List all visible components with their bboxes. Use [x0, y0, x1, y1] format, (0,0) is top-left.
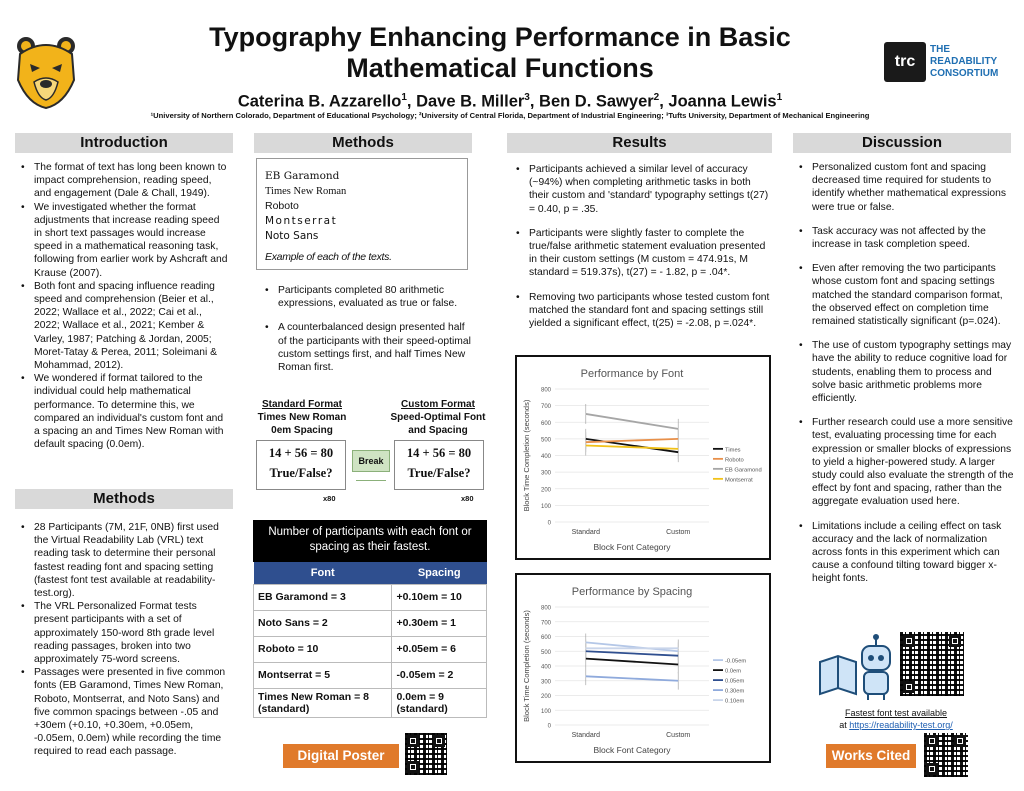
x-axis-label: Block Font Category	[593, 745, 671, 755]
y-tick-label: 400	[540, 454, 551, 460]
qr-code-icon[interactable]	[405, 733, 447, 775]
font-example: Montserrat	[265, 215, 338, 227]
list-item: • The format of text has long been known to impact comprehension, reading speed, and engagement (Dale & Chall, 1949).	[18, 161, 230, 201]
discussion-heading: Discussion	[793, 133, 1011, 153]
equation: 14 + 56 = 80	[406, 446, 472, 460]
chart-title: Performance by Spacing	[571, 586, 693, 598]
font-examples-box	[256, 158, 468, 270]
list-item: • The VRL Personalized Format tests present participants with a set of approximately 150-word 8th grade level reading passages, broken into two approximately 75-word screens.	[18, 600, 230, 666]
font-example: EB Garamond	[265, 170, 340, 182]
table-header: Font	[254, 562, 392, 584]
y-tick-label: 200	[540, 487, 551, 494]
readability-consortium-logo	[884, 42, 1019, 90]
logo-line: CONSORTIUM	[930, 68, 999, 79]
break-box: Break	[352, 450, 390, 472]
list-item: • Further research could use a more sensitive test, evaluating processing time for each expression or smaller blocks of expressions to yield a higher-powered study. A larger study could also evaluate the strength of the effect by font and spacing, rather than the aggregate evaluation used here.	[796, 416, 1016, 508]
font-example: Noto Sans	[265, 230, 319, 242]
fastest-settings-table	[253, 562, 487, 718]
y-tick-label: 700	[540, 620, 551, 627]
table-title: Number of participants with each font or spacing as their fastest.	[253, 520, 487, 562]
list-item: • A counterbalanced design presented half of the participants with their speed-optimal custom settings first, and half Times New Roman first.	[262, 321, 474, 374]
custom-format-heading: Custom Format Speed-Optimal Font and Spacing	[390, 399, 486, 436]
x-tick-label: Standard	[571, 529, 601, 536]
legend-label: -0.05em	[725, 658, 747, 665]
series-line	[586, 659, 678, 665]
y-tick-label: 400	[540, 664, 551, 671]
y-tick-label: 300	[540, 679, 551, 686]
y-tick-label: 0	[547, 723, 551, 730]
font-caption: Example of each of the texts.	[265, 251, 392, 263]
equation: 14 + 56 = 80	[268, 446, 334, 460]
list-item: • Limitations include a ceiling effect on task accuracy and the lack of normalization across fonts in this experiment which can cause a confound tilting toward bigger x-height fonts.	[796, 520, 1016, 586]
y-tick-label: 500	[540, 649, 551, 656]
list-item: • Participants achieved a similar level of accuracy (~94%) when completing arithmetic tasks in both their custom and 'standard' typography settings t(27) = 0.40, p = .35.	[513, 163, 771, 216]
discussion-list	[796, 161, 1016, 597]
table-row: Noto Sans = 2 +0.30em = 1	[254, 610, 487, 636]
font-chart-frame	[515, 355, 771, 560]
legend-label: 0.30em	[725, 688, 745, 695]
true-false-prompt: True/False?	[269, 466, 333, 480]
list-item: • We wondered if format tailored to the individual could help mathematical performance. To determine this, we compared an individual's custom font and a spacing an and Times New Roman with default spacing (0.0em).	[18, 372, 230, 451]
performance-by-spacing-chart	[517, 575, 769, 761]
y-tick-label: 300	[540, 470, 551, 477]
series-line	[586, 651, 678, 655]
list-item: • Even after removing the two participants whose custom font and spacing settings matched the standard comparison format, the observed effect on completion time remained statistically significant (p=.024).	[796, 262, 1016, 328]
legend-label: 0.10em	[725, 698, 745, 705]
y-axis-label: Block Time Completion (seconds)	[522, 610, 531, 722]
list-item: • The use of custom typography settings may have the ability to reduce cognitive load for students, enabling them to process and solve basic arithmetic problems more efficiently.	[796, 339, 1016, 405]
y-tick-label: 600	[540, 420, 551, 427]
y-tick-label: 200	[540, 694, 551, 700]
legend-label: EB Garamond	[725, 467, 762, 474]
arrow-divider	[356, 480, 386, 481]
bear-logo-icon	[14, 34, 78, 110]
methods-list	[18, 521, 230, 759]
x-tick-label: Standard	[571, 732, 601, 739]
affiliations: ¹University of Northern Colorado, Department of Educational Psychology; ²University of Central Florida, Department of Industrial Engineering; ³Tufts University, Department of Mechanical Engineering	[150, 111, 870, 120]
trial-count: x80	[323, 494, 336, 503]
list-item: • Participants completed 80 arithmetic expressions, evaluated as true or false.	[262, 284, 474, 310]
list-item: • Removing two participants whose tested custom font matched the standard font and spacing settings still yielded a significant effect, t(25) = -2.08, p =.024*.	[513, 291, 771, 331]
introduction-heading: Introduction	[15, 133, 233, 153]
poster-title: Typography Enhancing Performance in Basic Mathematical Functions	[209, 22, 791, 83]
legend-label: Roboto	[725, 457, 744, 464]
spacing-chart-frame	[515, 573, 771, 763]
list-item: • Personalized custom font and spacing decreased time required for students to identify whether mathematical expressions were true or false.	[796, 161, 1016, 214]
x-tick-label: Custom	[666, 529, 691, 536]
y-tick-label: 500	[540, 437, 551, 444]
readability-test-qr-code-icon[interactable]	[900, 632, 964, 696]
table-row: Times New Roman = 8 (standard) 0.0em = 9 (standard)	[254, 688, 487, 717]
list-item: • Task accuracy was not affected by the increase in task completion speed.	[796, 225, 1016, 251]
y-tick-label: 800	[540, 605, 551, 612]
digital-poster-button[interactable]: Digital Poster	[283, 744, 399, 768]
robot-reading-icon	[818, 632, 896, 702]
y-tick-label: 100	[540, 708, 551, 715]
y-tick-label: 700	[540, 404, 551, 411]
true-false-prompt: True/False?	[407, 466, 471, 480]
list-item: • 28 Participants (7M, 21F, 0NB) first used the Virtual Readability Lab (VRL) text reading task to determine their personal fastest reading font and spacing setting (fastest font test available at readability-test.org).	[18, 521, 230, 600]
x-axis-label: Block Font Category	[593, 542, 671, 552]
font-example: Roboto	[265, 200, 299, 212]
x-tick-label: Custom	[666, 732, 691, 739]
y-tick-label: 100	[540, 503, 551, 510]
legend-label: 0.0em	[725, 668, 742, 675]
logo-line: READABILITY	[930, 56, 998, 67]
table-header: Spacing	[392, 562, 487, 584]
list-item: • Participants were slightly faster to complete the true/false arithmetic statement evaluation presented in their custom settings (M custom = 474.91s, M standard = 519.37s), t(27) = - 1.82, p = .04*.	[513, 227, 771, 280]
introduction-list	[18, 161, 230, 451]
standard-format-heading: Standard Format Times New Roman 0em Spacing	[257, 399, 347, 436]
methods-heading: Methods	[15, 489, 233, 509]
series-line	[586, 414, 678, 429]
y-tick-label: 0	[547, 520, 551, 527]
custom-equation-box	[394, 440, 484, 490]
results-list	[513, 163, 771, 341]
methods-heading: Methods	[254, 133, 472, 153]
series-line	[586, 676, 678, 680]
table-row: EB Garamond = 3 +0.10em = 10	[254, 584, 487, 610]
works-cited-button[interactable]: Works Cited	[826, 744, 916, 768]
methods-mid-list	[262, 284, 474, 385]
logo-line: THE	[930, 44, 950, 55]
legend-label: Montserrat	[725, 477, 753, 484]
standard-equation-box	[256, 440, 346, 490]
table-row: Montserrat = 5 -0.05em = 2	[254, 662, 487, 688]
trial-count: x80	[461, 494, 474, 503]
list-item: • We investigated whether the format adjustments that increase reading speed in short text passages would increase speed in a mathematical reasoning task, following from earlier work by Ashcraft and Krause (2007).	[18, 201, 230, 280]
fastest-test-note: Fastest font test available at https://readability-test.org/	[839, 708, 953, 730]
table-row: Roboto = 10 +0.05em = 6	[254, 636, 487, 662]
chart-title: Performance by Font	[580, 368, 684, 380]
trc-mark: trc	[884, 42, 926, 82]
performance-by-font-chart	[517, 357, 769, 558]
legend-label: 0.05em	[725, 678, 745, 685]
y-axis-label: Block Time Completion (seconds)	[522, 399, 531, 512]
y-tick-label: 600	[540, 635, 551, 641]
results-heading: Results	[507, 133, 772, 153]
author-list: Caterina B. Azzarello$^1$, Dave B. Miller$^3$, Ben D. Sawyer$^2$, Joanna Lewis$^1$	[237, 92, 783, 111]
legend-label: Times	[725, 447, 741, 454]
font-example: Times New Roman	[265, 186, 347, 197]
list-item: • Both font and spacing influence reading speed and comprehension (Beier et al., 2022; Wallace et al., 2022; Cai et al., 2022; Wallace et al., 2021; Kember & Varley, 1987; Patching & Jordan, 2005; Moret-Tatay & Perea, 2011; Soleimani & Mohammad, 2012).	[18, 280, 230, 372]
series-line	[586, 642, 678, 651]
works-cited-qr-code-icon[interactable]	[924, 733, 968, 777]
list-item: • Passages were presented in five common fonts (EB Garamond, Times New Roman, Roboto, Montserrat, and Noto Sans) and five common spacings between -.05 and +30em (+0.10, +0.30em, +0.05em, -0.05em, 0.0em) while recording the time required to read each passage.	[18, 666, 230, 758]
y-tick-label: 800	[540, 387, 551, 394]
readability-test-link[interactable]: https://readability-test.org/	[849, 720, 953, 730]
